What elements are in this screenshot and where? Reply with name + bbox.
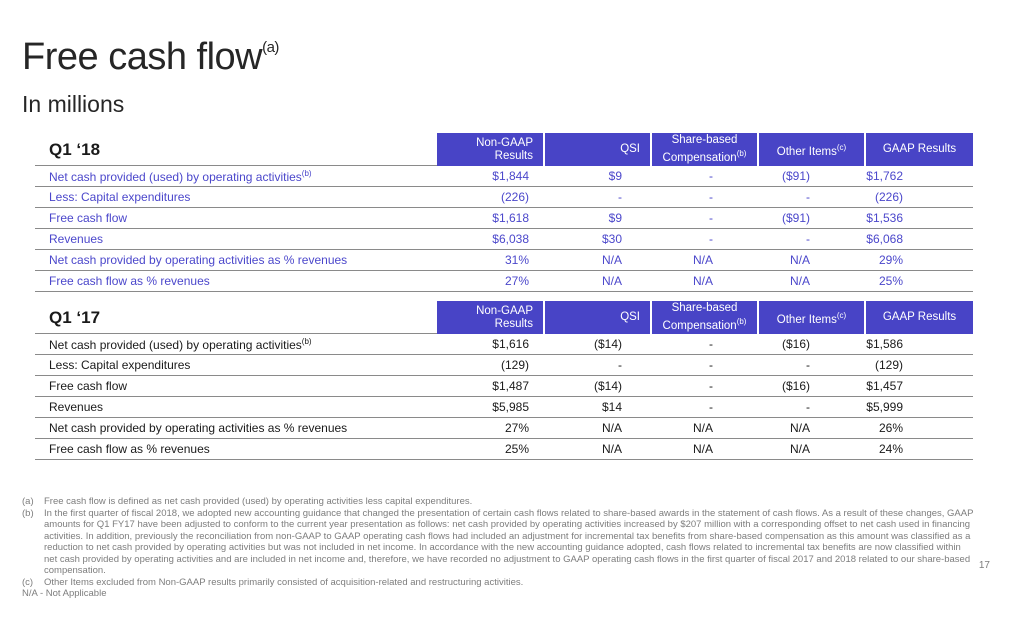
column-header-text: Non-GAAP Results (476, 136, 533, 162)
row-label: Revenues (49, 232, 104, 246)
table-row (35, 166, 973, 187)
table-row (35, 187, 973, 208)
column-header-text: Other Items$^{(c)}$ (776, 142, 847, 158)
table-period-label: Q1 ‘17 (49, 307, 101, 327)
value-cell: N/A (789, 253, 810, 267)
value-cell: $6,038 (492, 232, 529, 246)
value-cell: 24% (878, 442, 903, 456)
value-cell: - (709, 379, 713, 393)
value-cell: $1,616 (492, 337, 529, 351)
value-cell: N/A (601, 421, 622, 435)
value-cell: N/A (692, 253, 713, 267)
value-cell: N/A (601, 253, 622, 267)
table-q1-18 (35, 133, 973, 292)
value-cell: 27% (504, 421, 529, 435)
title-footnote-ref: (a) (262, 39, 279, 56)
footnote-text: Other Items excluded from Non-GAAP results primarily consisted of acquisition-related and restructuring activities. (44, 576, 524, 588)
row-label: Revenues (49, 400, 104, 414)
table-row (35, 250, 973, 271)
column-header-text: Non-GAAP Results (476, 304, 533, 330)
value-cell: $1,762 (866, 169, 903, 183)
table-row (35, 397, 973, 418)
page-title-text: Free cash flow (22, 36, 263, 78)
value-cell: - (709, 211, 713, 225)
column-header (864, 133, 973, 166)
table-header-row (35, 301, 973, 334)
row-label: Net cash provided by operating activities as % revenues (49, 421, 348, 435)
page-subtitle: In millions (22, 91, 125, 117)
row-label: Free cash flow (49, 379, 128, 393)
column-header (757, 133, 864, 166)
value-cell: N/A (601, 442, 622, 456)
value-cell: (129) (874, 358, 903, 372)
footnote-text: Free cash flow is defined as net cash provided (used) by operating activities less capital expenditures. (44, 496, 473, 507)
value-cell: - (806, 400, 810, 414)
value-cell: - (709, 358, 713, 372)
row-label: Free cash flow as % revenues (49, 274, 210, 288)
table-row (35, 355, 973, 376)
column-header (543, 133, 650, 166)
table-row (35, 229, 973, 250)
value-cell: (226) (874, 190, 903, 204)
value-cell: - (709, 337, 713, 351)
table-row (35, 376, 973, 397)
footnotes (22, 496, 974, 600)
value-cell: $5,999 (866, 400, 903, 414)
column-header-text: GAAP Results (882, 311, 957, 323)
row-label: Net cash provided by operating activities as % revenues (49, 253, 348, 267)
column-header (543, 301, 650, 334)
column-header-text: Share-based Compensation$^{(b)}$ (662, 302, 747, 332)
table-period-label: Q1 ‘18 (49, 139, 101, 159)
value-cell: - (709, 400, 713, 414)
value-cell: N/A (601, 274, 622, 288)
column-header (437, 133, 543, 166)
row-label: Less: Capital expenditures (49, 358, 191, 372)
column-header (437, 301, 543, 334)
column-header (757, 301, 864, 334)
footnote-marker: (b) (22, 507, 34, 519)
value-cell: - (806, 190, 810, 204)
table-row (35, 208, 973, 229)
value-cell: ($16) (781, 379, 810, 393)
column-header-text: Share-based Compensation$^{(b)}$ (662, 134, 747, 164)
value-cell: ($91) (781, 211, 810, 225)
value-cell: $1,618 (492, 211, 529, 225)
value-cell: - (618, 190, 622, 204)
value-cell: 29% (878, 253, 903, 267)
value-cell: N/A (692, 274, 713, 288)
column-header-text: QSI (620, 311, 640, 323)
table-row (35, 439, 973, 460)
column-header-text: QSI (620, 143, 640, 155)
table-header-row (35, 133, 973, 166)
value-cell: $14 (601, 400, 622, 414)
column-header (650, 133, 757, 166)
row-label: Less: Capital expenditures (49, 190, 191, 204)
value-cell: $30 (601, 232, 622, 246)
row-label: Free cash flow (49, 211, 128, 225)
table-row (35, 271, 973, 292)
value-cell: - (709, 232, 713, 246)
table-row (35, 418, 973, 439)
value-cell: - (709, 190, 713, 204)
value-cell: $9 (608, 211, 622, 225)
value-cell: - (618, 358, 622, 372)
page-number: 17 (978, 560, 990, 571)
footnote (22, 588, 974, 600)
value-cell: 25% (878, 274, 903, 288)
value-cell: 31% (504, 253, 529, 267)
value-cell: ($14) (593, 379, 622, 393)
value-cell: N/A (789, 421, 810, 435)
value-cell: ($14) (593, 337, 622, 351)
footnote (22, 496, 974, 508)
row-label: Net cash provided (used) by operating activities$^{(b)}$ (49, 336, 312, 352)
value-cell: (129) (500, 358, 529, 372)
footnote-marker: (c) (22, 576, 34, 588)
value-cell: - (806, 232, 810, 246)
footnote-text: N/A - Not Applicable (22, 588, 107, 599)
value-cell: - (806, 358, 810, 372)
column-header (650, 301, 757, 334)
value-cell: $6,068 (866, 232, 903, 246)
value-cell: ($91) (781, 169, 810, 183)
column-header (864, 301, 973, 334)
value-cell: $1,487 (492, 379, 529, 393)
value-cell: $1,457 (866, 379, 903, 393)
value-cell: N/A (789, 442, 810, 456)
value-cell: 27% (504, 274, 529, 288)
value-cell: $1,844 (492, 169, 529, 183)
value-cell: - (709, 169, 713, 183)
footnote (22, 577, 974, 589)
value-cell: (226) (500, 190, 529, 204)
value-cell: ($16) (781, 337, 810, 351)
row-label: Net cash provided (used) by operating activities$^{(b)}$ (49, 168, 312, 184)
value-cell: N/A (692, 442, 713, 456)
value-cell: $1,586 (866, 337, 903, 351)
page-title (22, 36, 1016, 79)
value-cell: $5,985 (492, 400, 529, 414)
table-q1-17 (35, 301, 973, 460)
footnote (22, 508, 974, 577)
column-header-text: Other Items$^{(c)}$ (776, 310, 847, 326)
row-label: Free cash flow as % revenues (49, 442, 210, 456)
value-cell: 25% (504, 442, 529, 456)
value-cell: 26% (878, 421, 903, 435)
value-cell: N/A (789, 274, 810, 288)
footnote-marker: (a) (22, 496, 34, 507)
value-cell: $1,536 (866, 211, 903, 225)
footnote-text: In the first quarter of fiscal 2018, we adopted new accounting guidance that changed the presentation of certain cash flows related to share-based awards in the statement of cash flows. As a result of these changes, GAAP amounts for Q1 FY17 have been adjusted to conform to the current year presentation as follows: net cash provided by operating activities increased by $207 million with a corresponding offset to net cash used in financing activities. In addition, previously the reconciliation from non-GAAP to GAAP operating cash flows had included an adjustment for incremental tax benefits from share-based compensation as this amount was classified as a reduction to net cash provided by operating activities but was not included in net income. In accordance with the new accounting guidance adopted, cash flows related to incremental tax benefits are now classified within net cash provided by operating activities and are included in net income and, therefore, we have recorded no adjustment to GAAP operating cash flows in the first quarter of fiscal 2017 and 2018 related to our share-based compensation. (44, 507, 974, 576)
value-cell: $9 (608, 169, 622, 183)
column-header-text: GAAP Results (882, 143, 957, 155)
value-cell: N/A (692, 421, 713, 435)
table-row (35, 334, 973, 355)
